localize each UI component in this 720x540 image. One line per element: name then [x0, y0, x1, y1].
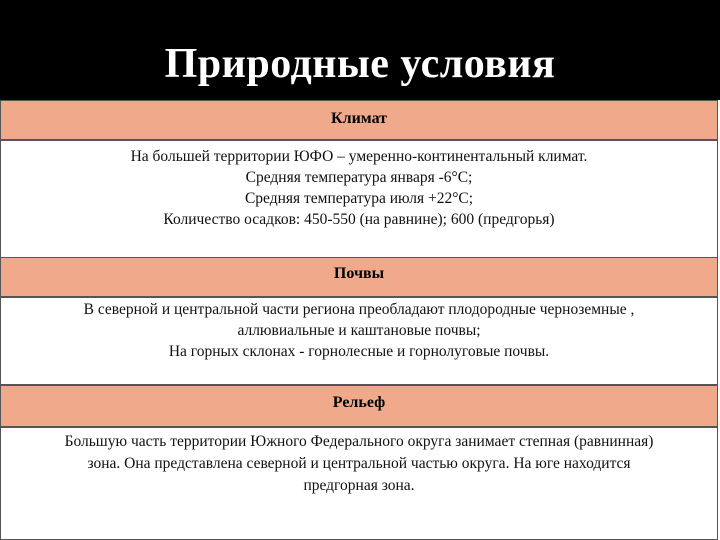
body-line: На большей территории ЮФО – умеренно-континентальный климат. [130, 148, 588, 165]
body-line: предгорная зона. [303, 477, 415, 494]
body-line: Средняя температура июля +22°С; [244, 190, 474, 207]
body-line: Количество осадков: 450-550 (на равнине); 600 (предгорья) [163, 211, 555, 228]
section-heading-label: Климат [330, 110, 388, 127]
section-heading-climate [0, 100, 718, 140]
body-line: зона. Она представлена северной и центральной частью округа. На юге находится [87, 455, 631, 472]
section-heading-soils [0, 257, 718, 297]
section-heading-relief [0, 385, 718, 427]
section-heading-label: Рельеф [332, 394, 386, 411]
body-line: В северной и центральной части региона преобладают плодородные черноземные , [83, 301, 635, 318]
body-line: Средняя температура января -6°С; [245, 169, 473, 186]
slide-title: Природные условия [164, 41, 556, 87]
body-line: аллювиальные и каштановые почвы; [237, 322, 481, 339]
body-line: На горных склонах - горнолесные и горнолуговые почвы. [168, 343, 550, 360]
conditions-table [0, 100, 720, 540]
body-line: Большую часть территории Южного Федерального округа занимает степная (равнинная) [64, 433, 654, 450]
section-body-relief [0, 427, 718, 540]
section-heading-label: Почвы [333, 265, 385, 282]
section-body-soils [0, 297, 718, 385]
